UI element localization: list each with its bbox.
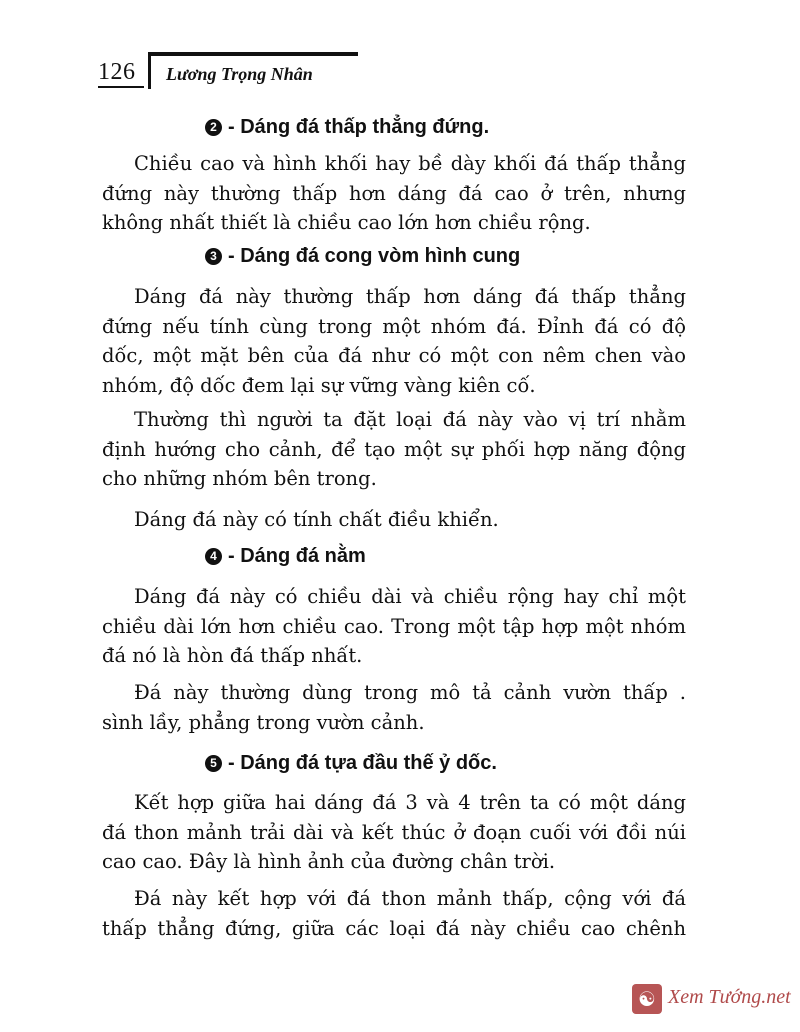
paragraph bbox=[102, 678, 686, 737]
site-watermark bbox=[628, 980, 793, 1020]
header-divider bbox=[148, 53, 151, 89]
text-line: thấp thẳng đứng, giữa các loại đá này chiều cao chênh bbox=[102, 916, 686, 940]
text-line: chiều dài lớn hơn chiều cao. Trong một tập hợp một nhóm bbox=[102, 614, 686, 638]
header-rule bbox=[148, 52, 358, 56]
paragraph bbox=[102, 884, 686, 943]
text-line: Đá này thường dùng trong mô tả cảnh vườn thấp . bbox=[134, 681, 686, 704]
section-title: - Dáng đá nằm bbox=[228, 545, 366, 567]
text-line: Đá này kết hợp với đá thon mảnh thấp, cộng với đá bbox=[134, 887, 686, 910]
section-title: - Dáng đá cong vòm hình cung bbox=[228, 245, 521, 267]
paragraph bbox=[102, 505, 686, 535]
text-line: đứng này thường thấp hơn dáng đá cao ở trên, nhưng bbox=[102, 181, 686, 205]
text-line: Dáng đá này có chiều dài và chiều rộng hay chỉ một bbox=[134, 585, 686, 608]
text-line: Dáng đá này thường thấp hơn dáng đá thấp thẳng bbox=[134, 285, 686, 308]
text-line: đá thon mảnh trải dài và kết thúc ở đoạn cuối với đồi núi bbox=[102, 820, 686, 844]
section-title: - Dáng đá thấp thẳng đứng. bbox=[228, 116, 490, 138]
paragraph bbox=[102, 149, 686, 238]
paragraph bbox=[102, 405, 686, 494]
text-line: cho những nhóm bên trong. bbox=[102, 467, 377, 490]
section-title: - Dáng đá tựa đầu thế ỷ dốc. bbox=[228, 752, 497, 774]
running-title: Lương Trọng Nhân bbox=[166, 64, 313, 84]
text-line: định hướng cho cảnh, để tạo một sự phối hợp năng động bbox=[102, 437, 686, 461]
section-heading-3 bbox=[205, 243, 520, 269]
page-number: 126 bbox=[98, 59, 136, 85]
page-number-underline bbox=[98, 86, 144, 88]
section-number-badge: 3 bbox=[205, 248, 222, 265]
text-line: cao cao. Đây là hình ảnh của đường chân trời. bbox=[102, 850, 556, 873]
section-heading-5 bbox=[205, 750, 497, 776]
section-number-badge: 4 bbox=[205, 548, 222, 565]
text-line: nhóm, độ dốc đem lại sự vững vàng kiên cố. bbox=[102, 373, 536, 397]
page-header bbox=[98, 50, 360, 92]
paragraph bbox=[102, 788, 686, 877]
section-number-badge: 5 bbox=[205, 755, 222, 772]
text-line: dốc, một mặt bên của đá như có một con nêm chen vào bbox=[102, 344, 686, 367]
watermark-text: Xem Tướng.net bbox=[668, 986, 791, 1008]
text-line: Kết hợp giữa hai dáng đá 3 và 4 trên ta có một dáng bbox=[134, 791, 686, 814]
text-line: Dáng đá này có tính chất điều khiển. bbox=[134, 508, 499, 531]
paragraph bbox=[102, 282, 686, 400]
text-line: không nhất thiết là chiều cao lớn hơn chiều rộng. bbox=[102, 211, 591, 234]
text-line: Chiều cao và hình khối hay bề dày khối đá thấp thẳng bbox=[134, 152, 686, 175]
section-heading-2 bbox=[205, 114, 489, 140]
text-line: Thường thì người ta đặt loại đá này vào vị trí nhằm bbox=[134, 408, 686, 431]
text-line: đá nó là hòn đá thấp nhất. bbox=[102, 644, 363, 667]
paragraph bbox=[102, 582, 686, 671]
yin-yang-icon: ☯ bbox=[632, 984, 662, 1014]
text-line: sình lầy, phẳng trong vườn cảnh. bbox=[102, 710, 425, 734]
section-heading-4 bbox=[205, 543, 366, 569]
section-number-badge: 2 bbox=[205, 119, 222, 136]
text-line: đứng nếu tính cùng trong một nhóm đá. Đỉnh đá có độ bbox=[102, 314, 686, 338]
